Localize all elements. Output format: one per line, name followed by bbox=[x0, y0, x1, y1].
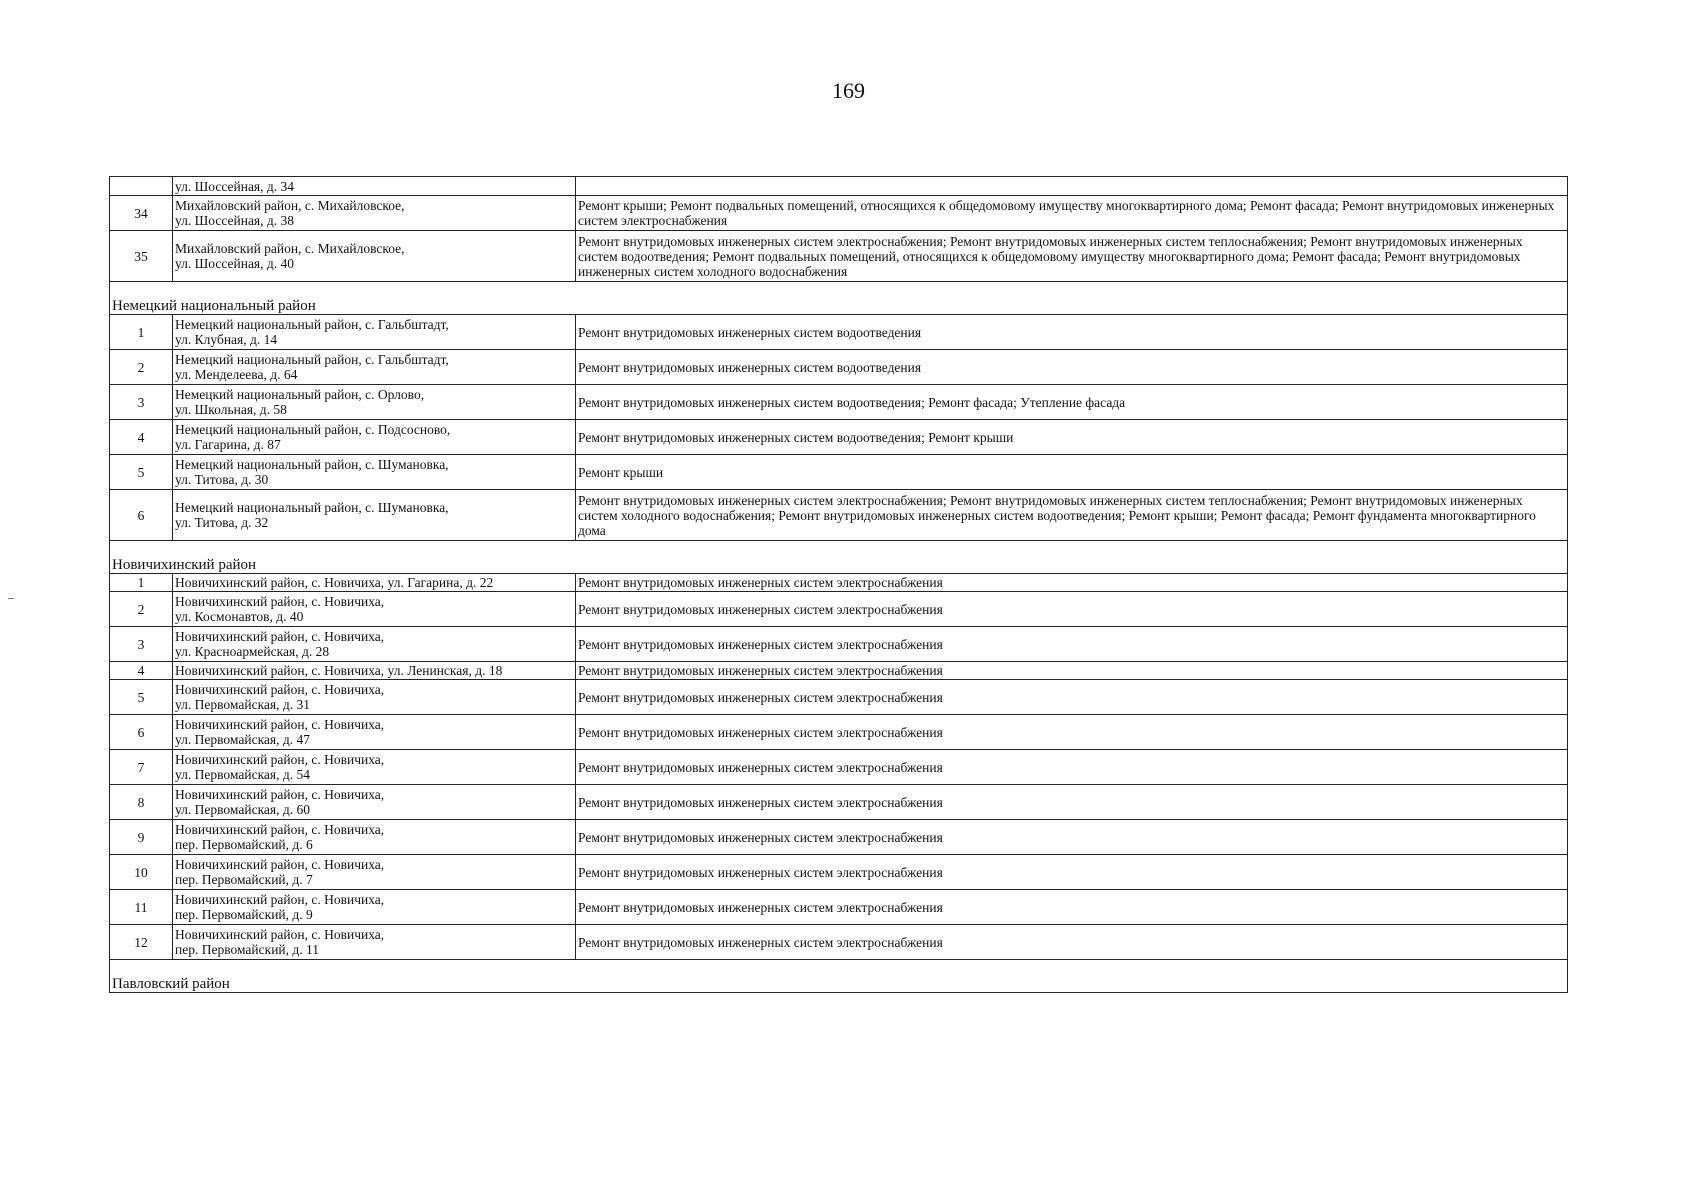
row-works: Ремонт внутридомовых инженерных систем водоотведения; Ремонт фасада; Утепление фасада bbox=[576, 385, 1568, 420]
row-number: 5 bbox=[110, 455, 173, 490]
row-works: Ремонт внутридомовых инженерных систем электроснабжения bbox=[576, 750, 1568, 785]
row-address: Новичихинский район, с. Новичиха, ул. Космонавтов, д. 40 bbox=[173, 592, 576, 627]
table-row bbox=[110, 855, 1568, 890]
section-header bbox=[110, 541, 1568, 574]
row-address: Новичихинский район, с. Новичиха, пер. Первомайский, д. 11 bbox=[173, 925, 576, 960]
section-title: Новичихинский район bbox=[110, 541, 1568, 574]
row-works: Ремонт внутридомовых инженерных систем электроснабжения bbox=[576, 855, 1568, 890]
row-address: Новичихинский район, с. Новичиха, ул. Первомайская, д. 47 bbox=[173, 715, 576, 750]
row-address: Новичихинский район, с. Новичиха, ул. Ленинская, д. 18 bbox=[173, 662, 576, 680]
table-body bbox=[110, 177, 1568, 993]
row-works: Ремонт внутридомовых инженерных систем электроснабжения; Ремонт внутридомовых инженерных систем теплоснабжения; Ремонт внутридомовых инженерных систем холодного водоснабжения; Ремонт внутридомовых инженерных систем водоотведения; Ремонт крыши; Ремонт фасада; Ремонт фундамента многоквартирного дома bbox=[576, 490, 1568, 541]
row-address: Новичихинский район, с. Новичиха, ул. Красноармейская, д. 28 bbox=[173, 627, 576, 662]
row-number: 3 bbox=[110, 627, 173, 662]
row-works: Ремонт крыши; Ремонт подвальных помещений, относящихся к общедомовому имуществу многоквартирного дома; Ремонт фасада; Ремонт внутридомовых инженерных систем электроснабжения bbox=[576, 196, 1568, 231]
row-number: 11 bbox=[110, 890, 173, 925]
table-row bbox=[110, 592, 1568, 627]
row-number: 6 bbox=[110, 490, 173, 541]
table-row bbox=[110, 820, 1568, 855]
row-address: Немецкий национальный район, с. Шумановка, ул. Титова, д. 32 bbox=[173, 490, 576, 541]
row-number bbox=[110, 177, 173, 196]
row-works: Ремонт внутридомовых инженерных систем электроснабжения bbox=[576, 785, 1568, 820]
table-row bbox=[110, 350, 1568, 385]
section-title: Павловский район bbox=[110, 960, 1568, 993]
page-number: 169 bbox=[832, 78, 865, 103]
row-number: 6 bbox=[110, 715, 173, 750]
row-works: Ремонт внутридомовых инженерных систем водоотведения bbox=[576, 350, 1568, 385]
row-number: 10 bbox=[110, 855, 173, 890]
row-number: 34 bbox=[110, 196, 173, 231]
table-row bbox=[110, 925, 1568, 960]
row-works: Ремонт внутридомовых инженерных систем электроснабжения bbox=[576, 592, 1568, 627]
row-number: 7 bbox=[110, 750, 173, 785]
row-address: Новичихинский район, с. Новичиха, ул. Первомайская, д. 54 bbox=[173, 750, 576, 785]
table-row bbox=[110, 574, 1568, 592]
row-works: Ремонт крыши bbox=[576, 455, 1568, 490]
row-works: Ремонт внутридомовых инженерных систем электроснабжения bbox=[576, 574, 1568, 592]
row-number: 2 bbox=[110, 592, 173, 627]
table-row bbox=[110, 750, 1568, 785]
row-address: Михайловский район, с. Михайловское, ул. Шоссейная, д. 38 bbox=[173, 196, 576, 231]
section-title: Немецкий национальный район bbox=[110, 282, 1568, 315]
row-works: Ремонт внутридомовых инженерных систем водоотведения; Ремонт крыши bbox=[576, 420, 1568, 455]
row-number: 12 bbox=[110, 925, 173, 960]
row-address: Новичихинский район, с. Новичиха, ул. Гагарина, д. 22 bbox=[173, 574, 576, 592]
table-row bbox=[110, 662, 1568, 680]
table-row bbox=[110, 385, 1568, 420]
row-works: Ремонт внутридомовых инженерных систем электроснабжения bbox=[576, 627, 1568, 662]
row-number: 2 bbox=[110, 350, 173, 385]
row-works: Ремонт внутридомовых инженерных систем электроснабжения bbox=[576, 715, 1568, 750]
row-works: Ремонт внутридомовых инженерных систем электроснабжения bbox=[576, 662, 1568, 680]
row-works: Ремонт внутридомовых инженерных систем электроснабжения bbox=[576, 680, 1568, 715]
row-address: Немецкий национальный район, с. Шумановка, ул. Титова, д. 30 bbox=[173, 455, 576, 490]
row-address: Новичихинский район, с. Новичиха, пер. Первомайский, д. 9 bbox=[173, 890, 576, 925]
row-number: 4 bbox=[110, 662, 173, 680]
row-address: Новичихинский район, с. Новичиха, пер. Первомайский, д. 7 bbox=[173, 855, 576, 890]
table-row bbox=[110, 490, 1568, 541]
table-row bbox=[110, 177, 1568, 196]
row-number: 3 bbox=[110, 385, 173, 420]
row-number: 1 bbox=[110, 315, 173, 350]
row-works bbox=[576, 177, 1568, 196]
row-number: 4 bbox=[110, 420, 173, 455]
row-address: Новичихинский район, с. Новичиха, ул. Первомайская, д. 31 bbox=[173, 680, 576, 715]
row-address: Новичихинский район, с. Новичиха, ул. Первомайская, д. 60 bbox=[173, 785, 576, 820]
section-header bbox=[110, 960, 1568, 993]
section-header bbox=[110, 282, 1568, 315]
row-works: Ремонт внутридомовых инженерных систем водоотведения bbox=[576, 315, 1568, 350]
table-row bbox=[110, 455, 1568, 490]
row-works: Ремонт внутридомовых инженерных систем электроснабжения bbox=[576, 820, 1568, 855]
table-row bbox=[110, 627, 1568, 662]
table-row bbox=[110, 715, 1568, 750]
row-number: 1 bbox=[110, 574, 173, 592]
row-works: Ремонт внутридомовых инженерных систем электроснабжения; Ремонт внутридомовых инженерных систем теплоснабжения; Ремонт внутридомовых инженерных систем водоотведения; Ремонт подвальных помещений, относящихся к общедомовому имуществу многоквартирного дома; Ремонт фасада; Ремонт внутридомовых инженерных систем холодного водоснабжения bbox=[576, 231, 1568, 282]
row-works: Ремонт внутридомовых инженерных систем электроснабжения bbox=[576, 890, 1568, 925]
row-number: 8 bbox=[110, 785, 173, 820]
row-number: 9 bbox=[110, 820, 173, 855]
row-works: Ремонт внутридомовых инженерных систем электроснабжения bbox=[576, 925, 1568, 960]
repair-works-table bbox=[109, 176, 1568, 993]
scan-mark bbox=[8, 598, 14, 599]
row-address: Немецкий национальный район, с. Гальбштадт, ул. Менделеева, д. 64 bbox=[173, 350, 576, 385]
row-address: ул. Шоссейная, д. 34 bbox=[173, 177, 576, 196]
row-address: Новичихинский район, с. Новичиха, пер. Первомайский, д. 6 bbox=[173, 820, 576, 855]
row-number: 35 bbox=[110, 231, 173, 282]
row-address: Немецкий национальный район, с. Подсосново, ул. Гагарина, д. 87 bbox=[173, 420, 576, 455]
row-address: Немецкий национальный район, с. Гальбштадт, ул. Клубная, д. 14 bbox=[173, 315, 576, 350]
row-address: Михайловский район, с. Михайловское, ул. Шоссейная, д. 40 bbox=[173, 231, 576, 282]
table-row bbox=[110, 890, 1568, 925]
table-row bbox=[110, 315, 1568, 350]
table-row bbox=[110, 420, 1568, 455]
row-number: 5 bbox=[110, 680, 173, 715]
row-address: Немецкий национальный район, с. Орлово, ул. Школьная, д. 58 bbox=[173, 385, 576, 420]
table-row bbox=[110, 785, 1568, 820]
table-row bbox=[110, 680, 1568, 715]
table-row bbox=[110, 231, 1568, 282]
table-row bbox=[110, 196, 1568, 231]
